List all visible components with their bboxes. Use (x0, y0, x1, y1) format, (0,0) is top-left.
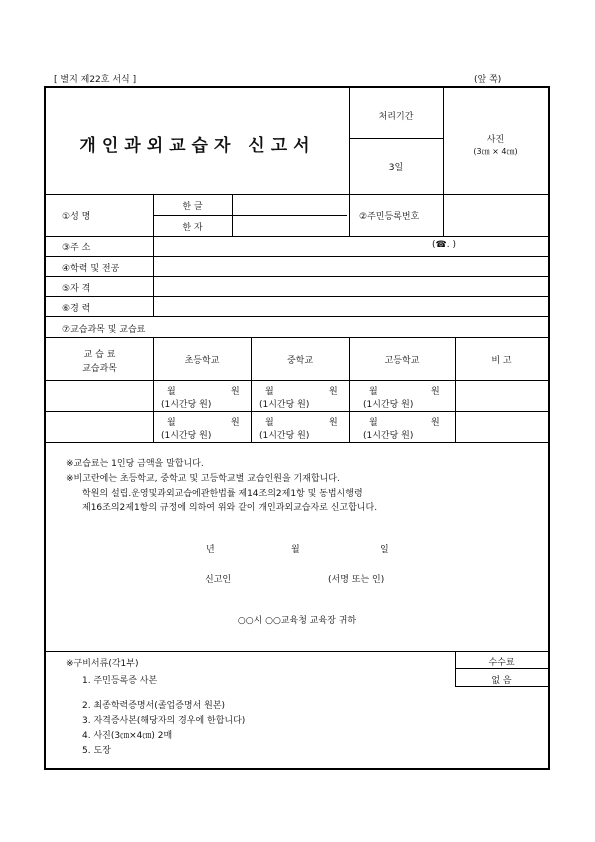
month-label: 월 (369, 418, 378, 428)
signature-placeholder: (서명 또는 인) (328, 575, 385, 585)
col-high: 고등학교 (384, 356, 420, 366)
hanja-label: 한 자 (182, 223, 203, 233)
address-label: ③주 소 (62, 243, 91, 253)
photo-label: 사진 (486, 135, 505, 145)
rule (46, 442, 548, 443)
month-label: 월 (167, 418, 176, 428)
rule (46, 337, 548, 338)
month-label: 월 (369, 387, 378, 397)
hangul-label: 한 글 (182, 202, 203, 212)
applicant-label: 신고인 (205, 575, 232, 585)
document-item: 3. 자격증사본(해당자의 경우에 한합니다) (82, 716, 246, 726)
rule (46, 256, 548, 257)
document-item: 1. 주민등록증 사본 (82, 676, 158, 686)
form-title: 개인과외교습자 신고서 (79, 136, 316, 156)
month-label: 월 (265, 418, 274, 428)
form-number: [ 별지 제22호 서식 ] (54, 75, 137, 85)
col-remarks: 비 고 (491, 356, 512, 366)
fee-corner-top: 교 습 료 (83, 350, 116, 360)
rule (232, 194, 233, 236)
hourly-label: (1시간당 원) (363, 400, 414, 410)
photo-size: (3㎝ × 4㎝) (473, 147, 518, 156)
rule (46, 651, 548, 652)
name-label: ①성 명 (62, 212, 91, 222)
col-middle: 중학교 (286, 356, 314, 366)
rule (46, 380, 548, 381)
rule (443, 88, 444, 236)
date-month: 월 (291, 545, 300, 555)
rule (46, 194, 548, 195)
rule (46, 276, 548, 277)
won-label: 원 (231, 387, 240, 397)
hourly-label: (1시간당 원) (259, 431, 310, 441)
won-label: 원 (431, 418, 440, 428)
document-item: 2. 최종학력증명서(졸업증명서 원본) (82, 701, 226, 711)
rule (46, 296, 548, 297)
education-label: ④학력 및 전공 (62, 264, 120, 274)
fee-corner-bottom: 교습과목 (82, 364, 117, 374)
col-elementary: 초등학교 (184, 356, 220, 366)
note-remarks: ※비고란에는 초등학교, 중학교 및 고등학교별 교습인원을 기재합니다. (66, 474, 340, 484)
hourly-label: (1시간당 원) (161, 431, 212, 441)
document-item: 5. 도장 (82, 746, 111, 756)
subjects-label: ⑦교습과목 및 교습료 (62, 325, 146, 335)
rule (153, 215, 347, 216)
documents-header: ※구비서류(각1부) (66, 659, 139, 669)
rule (455, 686, 548, 687)
rule (349, 138, 443, 139)
document-item: 4. 사진(3㎝×4㎝) 2매 (82, 731, 173, 741)
declaration-line-1: 학원의 설립.운영및과외교습에관한법률 제14조의2제1항 및 동법시행령 (82, 489, 363, 499)
rule (46, 236, 548, 237)
fee-value: 없 음 (491, 676, 512, 686)
declaration-line-2: 제16조의2제1항의 규정에 의하여 위와 같이 개인과외교습자로 신고합니다. (82, 503, 378, 513)
rule (46, 411, 548, 412)
rule (46, 316, 548, 317)
won-label: 원 (329, 387, 338, 397)
rule (153, 236, 154, 316)
phone-field: (☎. ) (432, 240, 456, 250)
month-label: 월 (167, 387, 176, 397)
processing-period-value: 3일 (388, 163, 404, 173)
addressee: ○○시 ○○교육청 교육장 귀하 (237, 616, 357, 626)
hourly-label: (1시간당 원) (161, 400, 212, 410)
processing-period-label: 처리기간 (378, 112, 414, 122)
won-label: 원 (431, 387, 440, 397)
hourly-label: (1시간당 원) (259, 400, 310, 410)
month-label: 월 (265, 387, 274, 397)
hourly-label: (1시간당 원) (363, 431, 414, 441)
fee-label: 수수료 (488, 658, 515, 668)
date-year: 년 (206, 545, 215, 555)
career-label: ⑥경 력 (62, 304, 91, 314)
won-label: 원 (231, 418, 240, 428)
rrn-label: ②주민등록번호 (359, 212, 420, 222)
qualification-label: ⑤자 격 (62, 284, 91, 294)
note-fee: ※교습료는 1인당 금액을 말합니다. (66, 459, 204, 469)
won-label: 원 (329, 418, 338, 428)
rule (455, 668, 548, 669)
date-day: 일 (380, 545, 389, 555)
page-side-label: (앞 쪽) (474, 75, 502, 85)
